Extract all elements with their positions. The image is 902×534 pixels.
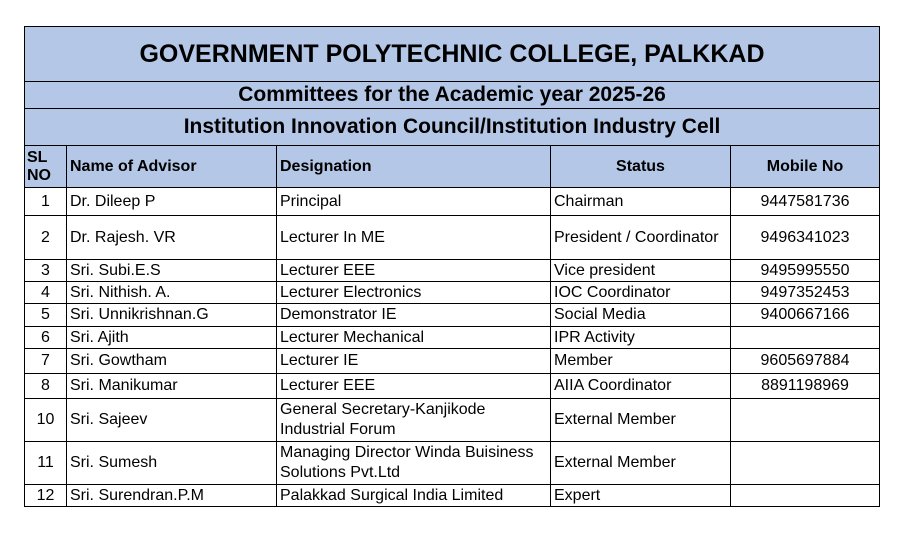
status-cell: Member: [551, 349, 731, 374]
designation-cell: Lecturer Electronics: [277, 282, 551, 304]
designation-cell: Demonstrator IE: [277, 304, 551, 327]
status-cell: External Member: [551, 399, 731, 442]
committee-title: Institution Innovation Council/Institution Industry Cell: [25, 109, 880, 146]
mobile-cell: 9496341023: [731, 216, 880, 260]
designation-cell: Principal: [277, 188, 551, 216]
table-row: [25, 282, 880, 304]
mobile-cell: [731, 442, 880, 485]
advisor-name-cell: Sri. Nithish. A.: [67, 282, 277, 304]
column-header-name: Name of Advisor: [67, 146, 277, 188]
advisor-name-cell: Dr. Dileep P: [67, 188, 277, 216]
advisor-name-cell: Sri. Subi.E.S: [67, 260, 277, 282]
mobile-cell: [731, 327, 880, 349]
table-row: [25, 327, 880, 349]
sl-cell: 3: [25, 260, 67, 282]
academic-year-title: Committees for the Academic year 2025-26: [25, 82, 880, 109]
sl-cell: 5: [25, 304, 67, 327]
sl-header-line2: NO: [27, 166, 51, 184]
status-cell: Social Media: [551, 304, 731, 327]
designation-cell: Lecturer Mechanical: [277, 327, 551, 349]
sl-cell: 1: [25, 188, 67, 216]
advisor-name-cell: Sri. Manikumar: [67, 374, 277, 399]
sl-cell: 8: [25, 374, 67, 399]
table-row: [25, 349, 880, 374]
advisor-name-cell: Dr. Rajesh. VR: [67, 216, 277, 260]
status-cell: AIIA Coordinator: [551, 374, 731, 399]
status-cell: Expert: [551, 485, 731, 507]
sl-cell: 11: [25, 442, 67, 485]
mobile-cell: [731, 485, 880, 507]
mobile-cell: 8891198969: [731, 374, 880, 399]
status-cell: IPR Activity: [551, 327, 731, 349]
mobile-cell: 9495995550: [731, 260, 880, 282]
table-row: [25, 485, 880, 507]
status-cell: Vice president: [551, 260, 731, 282]
sl-cell: 2: [25, 216, 67, 260]
column-header-designation: Designation: [277, 146, 551, 188]
sl-cell: 4: [25, 282, 67, 304]
mobile-cell: 9497352453: [731, 282, 880, 304]
status-cell: President / Coordinator: [551, 216, 731, 260]
designation-cell: Managing Director Winda Buisiness Solutions Pvt.Ltd: [277, 442, 551, 485]
advisor-name-cell: Sri. Unnikrishnan.G: [67, 304, 277, 327]
advisor-name-cell: Sri. Sumesh: [67, 442, 277, 485]
table-row: [25, 374, 880, 399]
advisor-name-cell: Sri. Surendran.P.M: [67, 485, 277, 507]
table-row: [25, 216, 880, 260]
mobile-cell: 9400667166: [731, 304, 880, 327]
table-row: [25, 399, 880, 442]
status-cell: IOC Coordinator: [551, 282, 731, 304]
designation-cell: Lecturer IE: [277, 349, 551, 374]
designation-cell: General Secretary-Kanjikode Industrial Forum: [277, 399, 551, 442]
advisor-name-cell: Sri. Gowtham: [67, 349, 277, 374]
table-row: [25, 260, 880, 282]
sl-cell: 10: [25, 399, 67, 442]
mobile-cell: 9605697884: [731, 349, 880, 374]
column-header-sl: [25, 146, 67, 188]
mobile-cell: 9447581736: [731, 188, 880, 216]
committee-sheet: [24, 26, 879, 507]
column-header-status: Status: [551, 146, 731, 188]
sl-header-line1: SL: [27, 148, 48, 166]
table-row: [25, 304, 880, 327]
committee-table: [24, 26, 880, 507]
status-cell: Chairman: [551, 188, 731, 216]
advisor-name-cell: Sri. Sajeev: [67, 399, 277, 442]
college-title: GOVERNMENT POLYTECHNIC COLLEGE, PALKKAD: [25, 27, 880, 82]
designation-cell: Lecturer EEE: [277, 260, 551, 282]
status-cell: External Member: [551, 442, 731, 485]
sl-cell: 7: [25, 349, 67, 374]
sl-cell: 6: [25, 327, 67, 349]
mobile-cell: [731, 399, 880, 442]
advisor-name-cell: Sri. Ajith: [67, 327, 277, 349]
designation-cell: Lecturer EEE: [277, 374, 551, 399]
column-header-row: [25, 146, 880, 188]
table-row: [25, 188, 880, 216]
designation-cell: Lecturer In ME: [277, 216, 551, 260]
designation-cell: Palakkad Surgical India Limited: [277, 485, 551, 507]
column-header-mobile: Mobile No: [731, 146, 880, 188]
sl-cell: 12: [25, 485, 67, 507]
table-row: [25, 442, 880, 485]
